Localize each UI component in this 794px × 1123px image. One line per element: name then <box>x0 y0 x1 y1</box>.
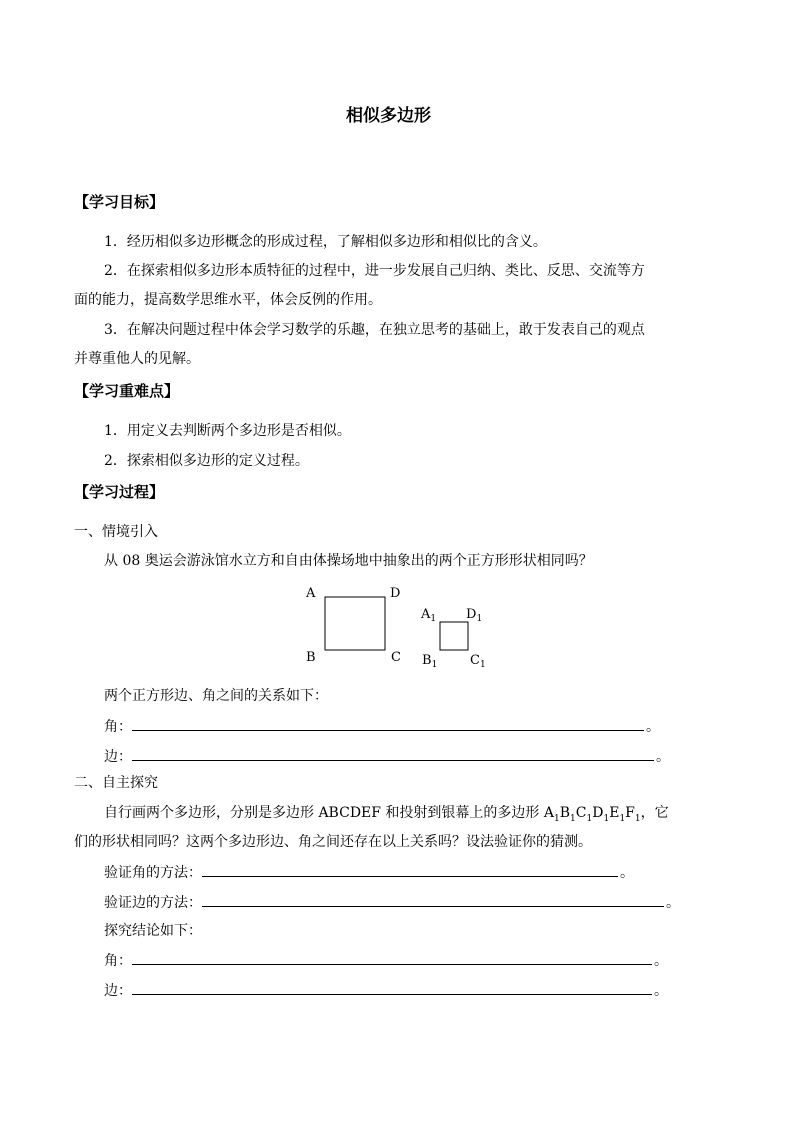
end-mark: 。 <box>654 983 668 999</box>
objective-item-3: 3．在解决问题过程中体会学习数学的乐趣，在独立思考的基础上，敢于发表自己的观点 <box>104 322 645 338</box>
part1-side-row <box>104 746 670 767</box>
label-b: B <box>306 650 316 665</box>
part2-paragraph-line1 <box>104 803 669 829</box>
large-square <box>325 597 385 650</box>
end-mark: 。 <box>656 749 670 765</box>
objective-item-2-cont: 面的能力，提高数学思维水平，体会反例的作用。 <box>74 292 382 308</box>
label-a1: $A_1$ <box>421 607 437 624</box>
page-title: 相似多边形 <box>346 106 431 126</box>
verify-side-label: 验证边的方法： <box>104 895 202 911</box>
label-d: D <box>390 586 401 601</box>
objectives-heading: 【学习目标】 <box>74 193 165 211</box>
angle-label: 角： <box>104 719 132 735</box>
conclusion-angle-blank[interactable] <box>132 950 652 965</box>
keypoint-item-2: 2．探索相似多边形的定义过程。 <box>104 453 309 469</box>
objective-item-2: 2．在探索相似多边形本质特征的过程中，进一步发展自己归纳、类比、反思、交流等方 <box>104 263 645 279</box>
paragraph-text: 自行画两个多边形，分别是多边形 ABCDEF 和投射到银幕上的多边形 <box>104 805 544 821</box>
part2-heading: 二、自主探究 <box>74 775 158 791</box>
part1-angle-row <box>104 716 660 737</box>
verify-angle-row <box>104 862 634 883</box>
verify-side-row <box>104 892 680 913</box>
end-mark: 。 <box>654 953 668 969</box>
side-label: 边： <box>104 749 132 765</box>
label-d1: $D_1$ <box>466 607 483 624</box>
label-c: C <box>391 650 401 665</box>
paragraph-text: ，它 <box>640 805 669 821</box>
relation-intro: 两个正方形边、角之间的关系如下： <box>104 688 328 704</box>
objective-item-3-cont: 并尊重他人的见解。 <box>74 351 200 367</box>
side-answer-blank[interactable] <box>132 746 654 761</box>
conclusion-label: 探究结论如下： <box>104 923 202 939</box>
conclusion-side-blank[interactable] <box>132 980 652 995</box>
angle-answer-blank[interactable] <box>132 716 644 731</box>
angle-label: 角： <box>104 953 132 969</box>
keypoint-item-1: 1．用定义去判断两个多边形是否相似。 <box>104 423 351 439</box>
keypoints-heading: 【学习重难点】 <box>74 382 180 400</box>
polygon-a1f1: $A_1B_1C_1D_1E_1F_1$ <box>543 805 641 824</box>
label-a: A <box>306 586 316 601</box>
end-mark: 。 <box>620 865 634 881</box>
part2-angle-row <box>104 950 668 971</box>
end-mark: 。 <box>666 895 680 911</box>
part2-paragraph-line2: 们的形状相同吗？这两个多边形边、角之间还存在以上关系吗？设法验证你的猜测。 <box>74 834 592 850</box>
squares-figure <box>300 580 500 672</box>
verify-side-blank[interactable] <box>202 892 664 907</box>
verify-angle-label: 验证角的方法： <box>104 865 202 881</box>
process-heading: 【学习过程】 <box>74 483 165 501</box>
label-c1: $C_1$ <box>470 653 486 670</box>
objective-item-1: 1．经历相似多边形概念的形成过程，了解相似多边形和相似比的含义。 <box>104 234 547 250</box>
small-square <box>440 622 468 650</box>
part1-question: 从 08 奥运会游泳馆水立方和自由体操场地中抽象出的两个正方形形状相同吗？ <box>104 553 593 569</box>
label-b1: $B_1$ <box>422 653 438 670</box>
verify-angle-blank[interactable] <box>202 862 618 877</box>
side-label: 边： <box>104 983 132 999</box>
part1-heading: 一、情境引入 <box>74 524 158 540</box>
part2-side-row <box>104 980 668 1001</box>
end-mark: 。 <box>646 719 660 735</box>
